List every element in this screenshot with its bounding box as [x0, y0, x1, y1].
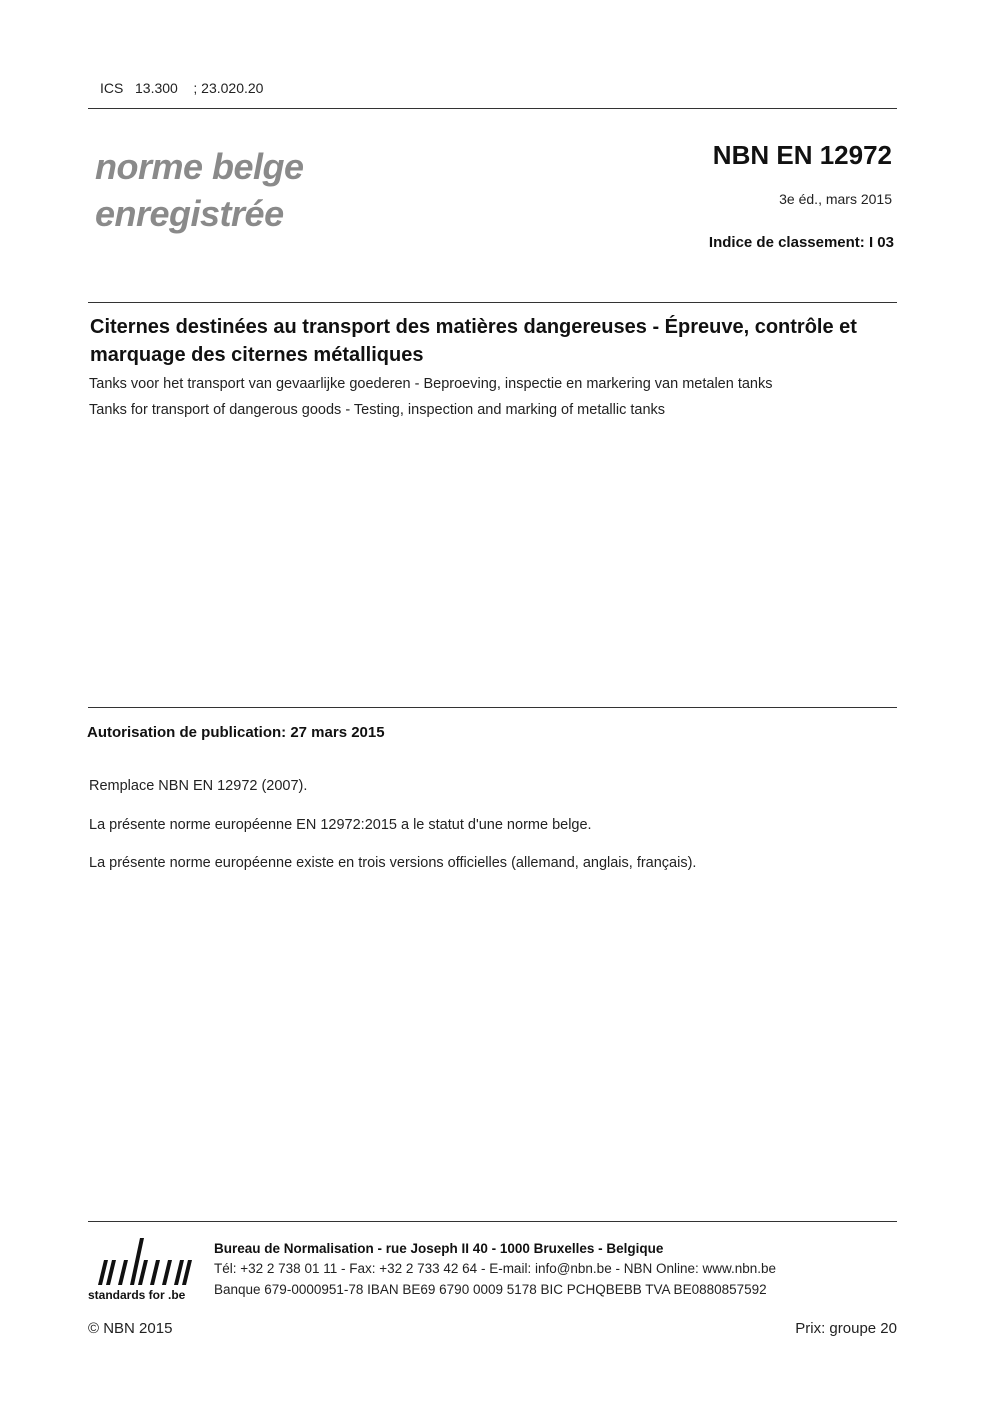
publication-authorisation: Autorisation de publication: 27 mars 2015	[87, 724, 385, 741]
footer-divider	[88, 1221, 897, 1222]
footer-bank: Banque 679-0000951-78 IBAN BE69 6790 0009 5178 BIC PCHQBEBB TVA BE0880857592	[214, 1282, 767, 1297]
copyright: © NBN 2015	[88, 1320, 173, 1337]
footer-address: Bureau de Normalisation - rue Joseph II 40 - 1000 Bruxelles - Belgique	[214, 1241, 664, 1256]
footer-contact: Tél: +32 2 738 01 11 - Fax: +32 2 733 42 64 - E-mail: info@nbn.be - NBN Online: www.nbn.be	[214, 1261, 777, 1276]
logo-caption: standards for .be	[88, 1288, 186, 1302]
classification-index: Indice de classement: I 03	[708, 234, 894, 251]
note-replaces: Remplace NBN EN 12972 (2007).	[89, 778, 308, 794]
document-type-title	[95, 143, 304, 237]
title-english: Tanks for transport of dangerous goods - Testing, inspection and marking of metallic tanks	[89, 402, 666, 418]
standard-number: NBN EN 12972	[712, 140, 892, 170]
document-type-line1: norme belge	[95, 146, 304, 187]
title-dutch: Tanks voor het transport van gevaarlijke goederen - Beproeving, inspectie en markering van metalen tanks	[89, 376, 773, 392]
publication-divider	[88, 707, 897, 708]
note-versions: La présente norme européenne existe en trois versions officielles (allemand, anglais, français).	[89, 855, 697, 871]
note-status: La présente norme européenne EN 12972:2015 a le statut d'une norme belge.	[89, 817, 592, 833]
title-divider	[88, 302, 897, 303]
title-french: Citernes destinées au transport des matières dangereuses - Épreuve, contrôle et marquage des citernes métalliques	[90, 316, 857, 366]
price-group: Prix: groupe 20	[795, 1320, 897, 1337]
header-divider	[88, 108, 897, 109]
document-type-line2: enregistrée	[95, 193, 284, 234]
edition-date: 3e éd., mars 2015	[779, 191, 892, 207]
ics-codes: ICS 13.300 ; 23.020.20	[100, 80, 264, 96]
